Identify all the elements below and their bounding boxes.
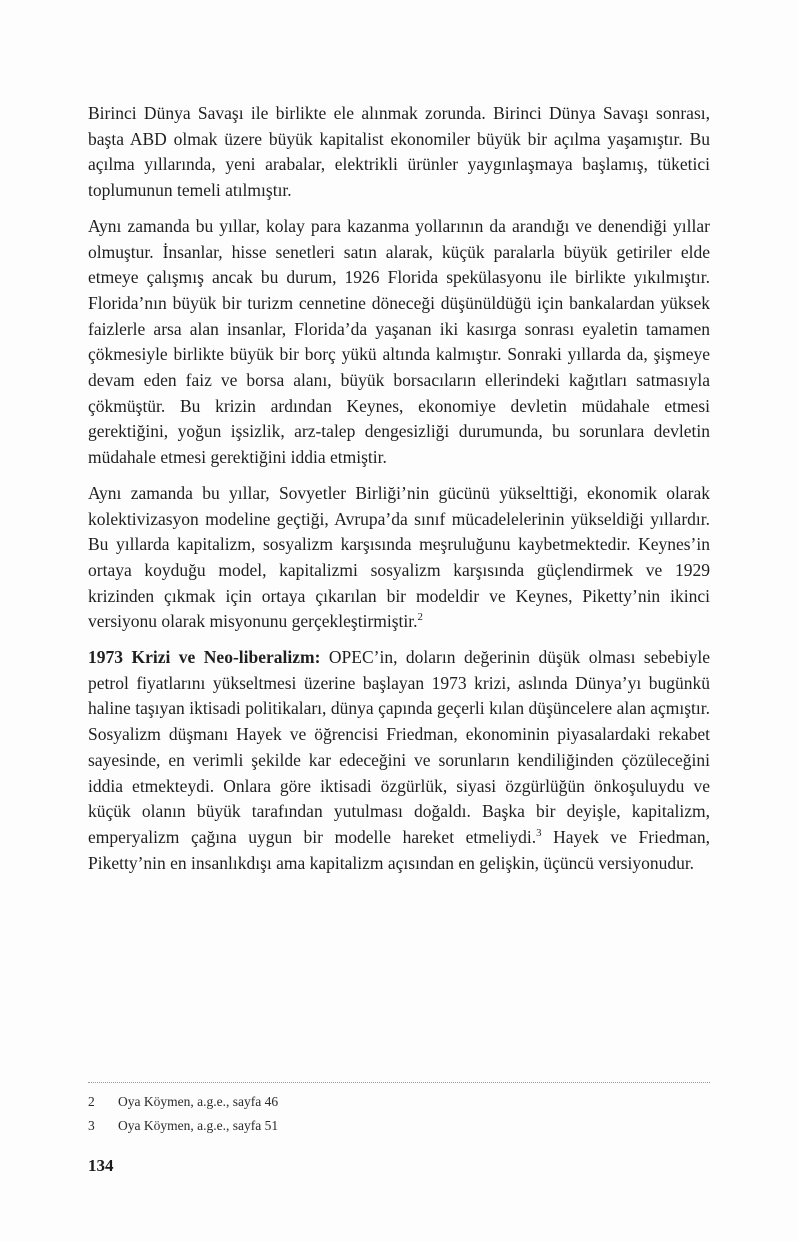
paragraph-4-text-after: Hayek ve Friedman, Piketty’nin en insanlıkdışı ama kapitalizm açısından en gelişkin, üçüncü versiyonudur. [88,826,710,873]
section-heading-1973-krizi: 1973 Krizi ve Neo-liberalizm: [88,647,321,668]
paragraph-3 [88,481,710,635]
paragraph-1-text: Birinci Dünya Savaşı ile birlikte ele alınmak zorunda. Birinci Dünya Savaşı sonrası, başta ABD olmak üzere büyük kapitalist ekonomiler büyük bir açılma yaşamıştır. Bu açılma yıllarında, yeni arabalar, elektrikli ürünler yaygınlaşmaya başlamış, tüketici toplumunun temeli atılmıştır. [88,103,710,201]
footnote-2 [88,1090,710,1114]
footnote-2-text: Oya Köymen, a.g.e., sayfa 46 [118,1094,279,1109]
footnote-ref-3: 3 [536,827,542,840]
body-text [88,101,710,886]
paragraph-2-text: Aynı zamanda bu yıllar, kolay para kazanma yollarının da arandığı ve denendiği yıllar olmuştur. İnsanlar, hisse senetleri satın alarak, küçük paralarla büyük getiriler elde etmeye çalışmış ancak bu durum, 1926 Florida spekülasyonu ile birlikte yıkılmıştır. Florida’nın büyük bir turizm cennetine döneceği düşünüldüğü için bankalardan yüksek faizlerle arsa alan insanlar, Florida’da yaşanan iki kasırga sonrası eyaletin tamamen çökmesiyle birlikte büyük bir borç yükü altında kalmıştır. Sonraki yıllarda da, şişmeye devam eden faiz ve borsa alanı, büyük borsacıların ellerindeki kağıtları satmasıyla çökmüştür. Bu krizin ardından Keynes, ekonomiye devletin müdahale etmesi gerektiğini, yoğun işsizlik, arz-talep dengesizliği durumunda, bu sorunlara devletin müdahale etmesi gerektiğini iddia etmiştir. [88,215,710,468]
footnote-3 [88,1114,710,1138]
footnote-section [88,1082,710,1138]
page-number: 134 [88,1156,114,1175]
paragraph-3-text: Aynı zamanda bu yıllar, Sovyetler Birliği’nin gücünü yükselttiği, ekonomik olarak kolektivizasyon modeline geçtiği, Avrupa’da sınıf mücadelelerinin yükseldiği yıllardır. Bu yıllarda kapitalizm, sosyalizm karşısında meşruluğunu kaybetmektedir. Keynes’in ortaya koyduğu model, kapitalizmi sosyalizm karşısında güçlendirmek ve 1929 krizinden çıkmak için ortaya çıkarılan bir modeldir ve Keynes, Piketty’nin ikinci versiyonu olarak misyonunu gerçekleştirmiştir. [88,482,710,632]
paragraph-4 [88,645,710,876]
paragraph-4-text: OPEC’in, doların değerinin düşük olması sebebiyle petrol fiyatlarını yükseltmesi üzerine başlayan 1973 krizi, aslında Dünya’yı bugünkü haline taşıyan iktisadi politikaları, dünya çapında geçerli kılan düşüncelere alan açmıştır. Sosyalizm düşmanı Hayek ve öğrencisi Friedman, ekonominin piyasalardaki rekabet sayesinde, en verimli şekilde kar edeceğini ve sorunların kendiliğinden çözüleceğini iddia etmekteydi. Onlara göre iktisadi özgürlük, siyasi özgürlüğün önkoşuluydu ve küçük olanın büyük tarafından yutulması doğaldı. Başka bir deyişle, kapitalizm, emperyalizm çağına uygun bir modelle hareket etmeliydi. [88,647,710,847]
footnote-3-text: Oya Köymen, a.g.e., sayfa 51 [118,1118,279,1133]
footnote-3-number: 3 [88,1118,95,1133]
paragraph-2 [88,214,710,471]
footnote-2-number: 2 [88,1094,95,1109]
footnote-ref-2: 2 [417,611,423,624]
paragraph-1 [88,101,710,204]
footnote-divider [88,1082,710,1083]
